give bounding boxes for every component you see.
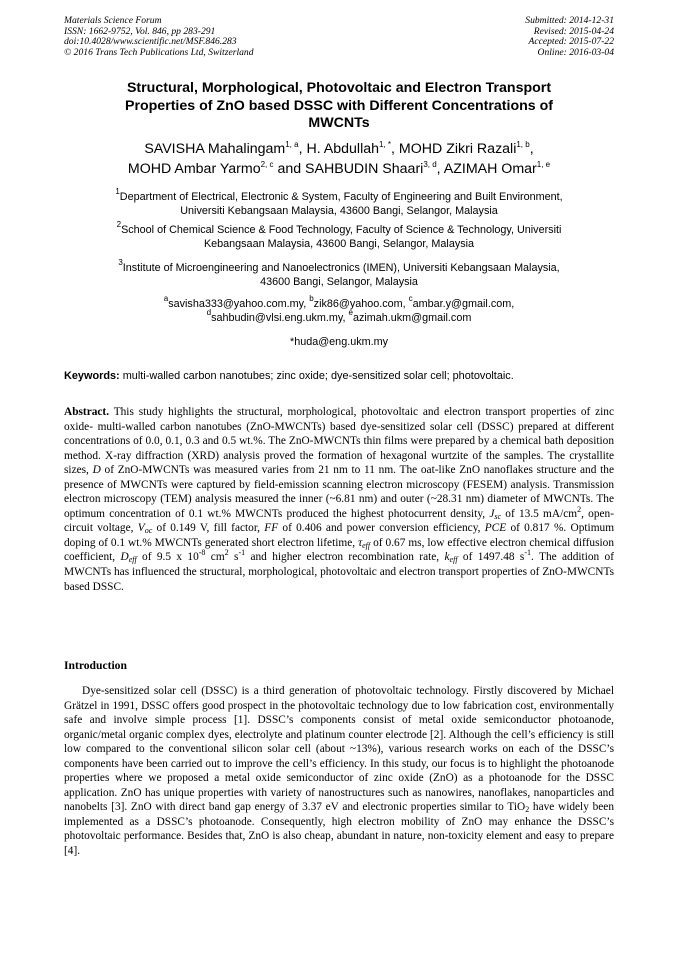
author-list: [60, 140, 618, 179]
abstract-text: of ZnO-MWCNTs was measured varies from 21 nm to 11 nm. The oat-like ZnO nanoflakes structure and the presence of MWCNTs were captured by field-emission scanning electron microscopy (FESEM) analysis. Transmission electron microscopy (TEM) analysis measured the inner (~6.81 nm) and outer (~28.31 nm) diameter of MWCNTs. The optimum concentration of 0.1 wt.% MWCNTs produced the highest photocurrent density,: [64, 464, 614, 520]
date-online: Online: 2016-03-04: [537, 46, 614, 58]
abstract-subscript: eff: [128, 555, 137, 565]
abstract-text: of 1497.48 s: [457, 551, 525, 564]
abstract-superscript: -8: [198, 548, 206, 558]
abstract-symbol: k: [444, 551, 450, 564]
abstract-text: s: [228, 551, 239, 564]
affiliation-text: Universiti Kebangsaan Malaysia, 43600 Bangi, Selangor, Malaysia: [180, 205, 498, 218]
abstract-text: of 13.5 mA/cm: [501, 507, 578, 520]
journal-header: [64, 16, 254, 58]
intro-text: Dye-sensitized solar cell (DSSC) is a third generation of photovoltaic technology. Firstly discovered by Michael Grätzel in 1991, DSSC offers good prospect in the photovoltaic technology due to low fabrication cost, environmentally safe and involve simple process [1]. DSSC’s components consist of metal oxide semiconductor photoanode, organic/metal organic complex dyes, electrolyte and platinum counter electrode [2]. Although the cell’s efficiency is still low compared to the conventional silicon solar cell (about ~13%), various research works on each of the DSSC’s components have been carried out to improve the cell’s efficiency. In this study, our focus is to highlight the photoanode properties where we proposed a metal oxide semiconductor of zinc oxide (ZnO) as a photoanode for the DSSC application. ZnO has unique properties with variety of nanostructures such as nanowires, nanoflakes, nanoparticles and nanobelts [3]. ZnO with direct band gap energy of 3.37 eV and electronic properties similar to TiO: [64, 685, 614, 814]
affiliation-number: 3: [118, 258, 123, 267]
affiliation-2: [62, 220, 616, 251]
abstract-subscript: oc: [144, 526, 153, 536]
keywords: [64, 369, 614, 383]
abstract-symbol: D: [120, 551, 129, 564]
abstract-symbol: V: [137, 522, 145, 535]
abstract-symbol: PCE: [484, 522, 507, 535]
date-submitted: Submitted: 2014-12-31: [525, 15, 614, 26]
email-address[interactable]: savisha333@yahoo.com.my,: [168, 298, 310, 310]
journal-name: Materials Science Forum: [64, 15, 162, 26]
author-name: , MOHD Zikri Razali: [391, 141, 517, 157]
abstract-text: cm: [205, 551, 225, 564]
title-line: Structural, Morphological, Photovoltaic and Electron Transport: [126, 80, 552, 96]
abstract-text: This study highlights the structural, morphological, photovoltaic and electron transport properties of zinc oxide- multi-walled carbon nanotubes (ZnO-MWCNTs) based dye-sensitized solar cell (DSSC) prepared at different concentrations of 0.0, 0.1, 0.3 and 0.5 wt.%. The ZnO-MWCNTs thin films were prepared by a chemical bath deposition method. X-ray diffraction (XRD) analysis proved the formation of hexagonal wurtzite of the samples. The crystallite sizes,: [64, 406, 614, 477]
intro-text: have widely been implemented as a DSSC’s photoanode. Consequently, high electron mobility of ZnO may enhance the DSSC’s photovoltaic performance. Besides that, ZnO is also cheap, abundant in nature, non-toxicity element and easy to prepare [4].: [64, 801, 614, 858]
affiliation-text: Kebangsaan Malaysia, 43600 Bangi, Selangor, Malaysia: [203, 238, 475, 251]
author-affiliation-mark: 1, b: [516, 140, 530, 149]
email-mark: c: [408, 294, 413, 303]
abstract-superscript: -1: [238, 548, 246, 558]
abstract-symbol: D: [92, 464, 101, 477]
journal-copyright: © 2016 Trans Tech Publications Ltd, Switzerland: [64, 46, 254, 58]
author-name: MOHD Ambar Yarmo: [127, 160, 261, 177]
abstract-symbol: FF: [264, 522, 279, 535]
abstract-text: of 0.406 and power conversion efficiency,: [278, 522, 485, 535]
abstract-symbol: τ: [358, 536, 363, 549]
keywords-text: multi-walled carbon nanotubes; zinc oxide; dye-sensitized solar cell; photovoltaic.: [119, 370, 514, 382]
author-emails: [62, 294, 616, 326]
email-line: [62, 294, 616, 311]
abstract-text: . The addition of MWCNTs has influenced the structural, morphological, photovoltaic and electron transport properties of ZnO-MWCNTs based DSSC.: [64, 551, 614, 593]
journal-issn: ISSN: 1662-9752, Vol. 846, pp 283-291: [64, 25, 216, 37]
abstract-superscript: -1: [524, 548, 532, 558]
abstract-text: of 9.5 x 10: [136, 551, 199, 564]
author-name: and SAHBUDIN Shaari: [273, 160, 424, 177]
author-affiliation-mark: 2, c: [260, 159, 274, 169]
abstract-label: Abstract.: [64, 406, 110, 418]
email-address[interactable]: ambar.y@gmail.com,: [412, 298, 515, 310]
abstract-text: of 0.67 ms, low effective electron chemical diffusion coefficient,: [64, 536, 614, 564]
email-mark: e: [348, 308, 353, 318]
author-line: [60, 160, 618, 180]
affiliation-line: [62, 187, 616, 204]
abstract-text: , open-circuit voltage,: [64, 507, 614, 535]
introduction-paragraph: [64, 684, 614, 859]
email-mark: a: [163, 294, 169, 303]
email-address[interactable]: azimah.ukm@gmail.com: [352, 312, 472, 325]
abstract-superscript: 2: [224, 548, 229, 558]
author-separator: ,: [529, 141, 534, 157]
affiliation-line: [62, 258, 616, 275]
abstract-subscript: sc: [494, 511, 502, 521]
paper-title: [60, 80, 618, 133]
abstract-symbol: J: [489, 507, 495, 520]
email-address[interactable]: sahbudin@vlsi.eng.ukm.my,: [211, 312, 349, 325]
abstract: [64, 405, 614, 594]
email-mark: b: [309, 294, 314, 303]
author-name: SAVISHA Mahalingam: [144, 141, 286, 157]
email-mark: d: [206, 308, 212, 318]
abstract-text: of 0.149 V, fill factor,: [152, 522, 265, 535]
affiliation-number: 1: [115, 187, 120, 196]
date-revised: Revised: 2015-04-24: [533, 25, 614, 37]
author-line: [60, 140, 618, 160]
date-accepted: Accepted: 2015-07-22: [528, 36, 614, 48]
abstract-subscript: eff: [362, 540, 371, 550]
affiliation-line: [62, 220, 616, 237]
author-affiliation-mark: 1, *: [379, 140, 392, 149]
abstract-text: and higher electron recombination rate,: [245, 551, 445, 564]
abstract-subscript: eff: [449, 555, 458, 565]
title-line: MWCNTs: [308, 115, 370, 132]
affiliation-text: 43600 Bangi, Selangor, Malaysia: [260, 276, 418, 289]
affiliation-text: School of Chemical Science & Food Technology, Faculty of Science & Technology, Universiti: [121, 224, 562, 236]
abstract-superscript: 2: [577, 504, 582, 514]
affiliation-1: [62, 187, 616, 218]
affiliation-text: Institute of Microengineering and Nanoelectronics (IMEN), Universiti Kebangsaan Malaysia,: [122, 262, 560, 274]
journal-doi: doi:10.4028/www.scientific.net/MSF.846.283: [64, 36, 237, 48]
author-affiliation-mark: 1, e: [536, 159, 551, 169]
author-affiliation-mark: 3, d: [423, 159, 437, 169]
corresponding-email[interactable]: *huda@eng.ukm.my: [290, 336, 388, 348]
section-heading-introduction: Introduction: [64, 659, 127, 672]
affiliation-3: [62, 258, 616, 289]
publication-dates: [525, 16, 614, 58]
author-name: , AZIMAH Omar: [436, 160, 537, 177]
author-name: , H. Abdullah: [298, 141, 380, 157]
affiliation-text: Department of Electrical, Electronic & System, Faculty of Engineering and Built Environment,: [119, 191, 563, 203]
title-line: Properties of ZnO based DSSC with Different Concentrations of: [124, 97, 554, 114]
keywords-label: Keywords:: [64, 370, 120, 382]
intro-subscript: 2: [525, 805, 530, 815]
abstract-text: of 0.817 %. Optimum doping of 0.1 wt.% MWCNTs generated short electron lifetime,: [64, 522, 615, 549]
author-affiliation-mark: 1, a: [285, 140, 299, 149]
email-address[interactable]: zik86@yahoo.com,: [313, 298, 409, 310]
email-line: [62, 308, 616, 325]
affiliation-number: 2: [116, 220, 122, 229]
